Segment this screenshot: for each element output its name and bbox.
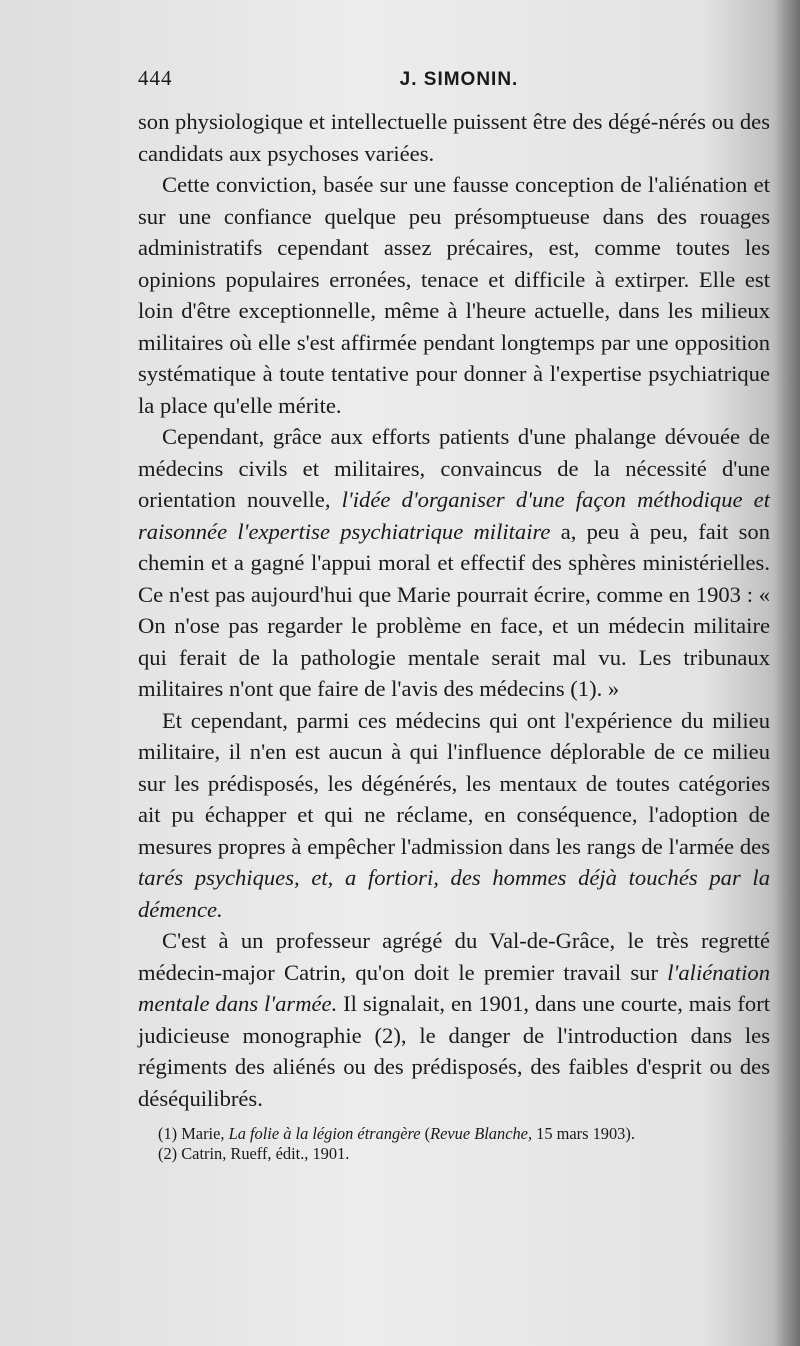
italic-run: l'aliénation mentale dans l'armée. [138,959,770,1016]
footnote-mark: (2) [158,1144,178,1163]
footnote-2 [138,1144,770,1164]
page-number: 444 [138,66,173,90]
text-run: C'est à un professeur agrégé du Val-de-Grâce, le très regretté médecin-major Catrin, qu'on doit le premier travail sur [138,928,770,985]
text-run: Il signalait, en 1901, dans une courte, mais fort judicieuse monographie (2), le danger de l'introduction dans les régiments des aliénés ou des prédisposés, des faibles d'esprit ou des déséquilibrés. [138,991,770,1111]
paragraph-1 [138,106,770,169]
footnotes [138,1124,770,1164]
page-edge-shadow [772,0,800,1346]
footnote-source: Revue Blanche, [430,1124,533,1143]
italic-run: tarés psychiques, et, a fortiori, des hommes déjà touchés par la démence. [138,865,770,922]
footnote-mark: (1) [158,1124,178,1143]
text-run: Cette conviction, basée sur une fausse conception de l'aliénation et sur une confiance quelque peu présomptueuse dans des rouages administratifs cependant assez précaires, est, comme toutes les opinions populaires erronées, tenace et difficile à extirper. Elle est loin d'être exceptionnelle, même à l'heure actuelle, dans les milieux militaires où elle s'est affirmée pendant longtemps par une opposition systématique à toute tentative pour donner à l'expertise psychiatrique la place qu'elle mérite. [138,172,770,418]
paragraph-5 [138,925,770,1114]
text-run: a, peu à peu, fait son chemin et a gagné l'appui moral et effectif des sphères ministérielles. Ce n'est pas aujourd'hui que Marie pourrait écrire, comme en 1903 : « On n'ose pas regarder le problème en face, et un médecin militaire qui ferait de la pathologie mentale serait mal vu. Les tribunaux militaires n'ont que faire de l'avis des médecins (1). » [138,518,771,701]
footnote-1 [138,1124,770,1144]
footnote-date: 15 mars 1903). [532,1124,635,1143]
footnote-source-open: ( [420,1124,431,1143]
text-run: Cependant, grâce aux efforts patients d'une phalange dévouée de médecins civils et militaires, convaincus de la nécessité d'une orientation nouvelle, [138,424,770,512]
italic-run: l'idée d'organiser d'une façon méthodique et raisonnée l'expertise psychiatrique militaire [138,487,770,544]
running-head: J. SIMONIN. [399,69,519,90]
footnote-author: Marie, [181,1124,225,1143]
paragraph-2 [138,169,770,421]
text-run: son physiologique et intellectuelle puissent être des dégé-nérés ou des candidats aux psychoses variées. [138,109,770,166]
body-text [138,106,770,1114]
page-header [138,66,770,106]
paragraph-4 [138,705,770,926]
footnote-text: Catrin, Rueff, édit., 1901. [181,1144,350,1163]
page-content [138,66,770,1164]
footnote-title: La folie à la légion étrangère [228,1124,421,1143]
text-run: Et cependant, parmi ces médecins qui ont l'expérience du milieu militaire, il n'en est aucun à qui l'influence déplorable de ce milieu sur les prédisposés, les dégénérés, les mentaux de toutes catégories ait pu échapper et qui ne réclame, en conséquence, l'adoption de mesures propres à empêcher l'admission dans les rangs de l'armée des [138,707,770,859]
paragraph-3 [138,421,770,705]
